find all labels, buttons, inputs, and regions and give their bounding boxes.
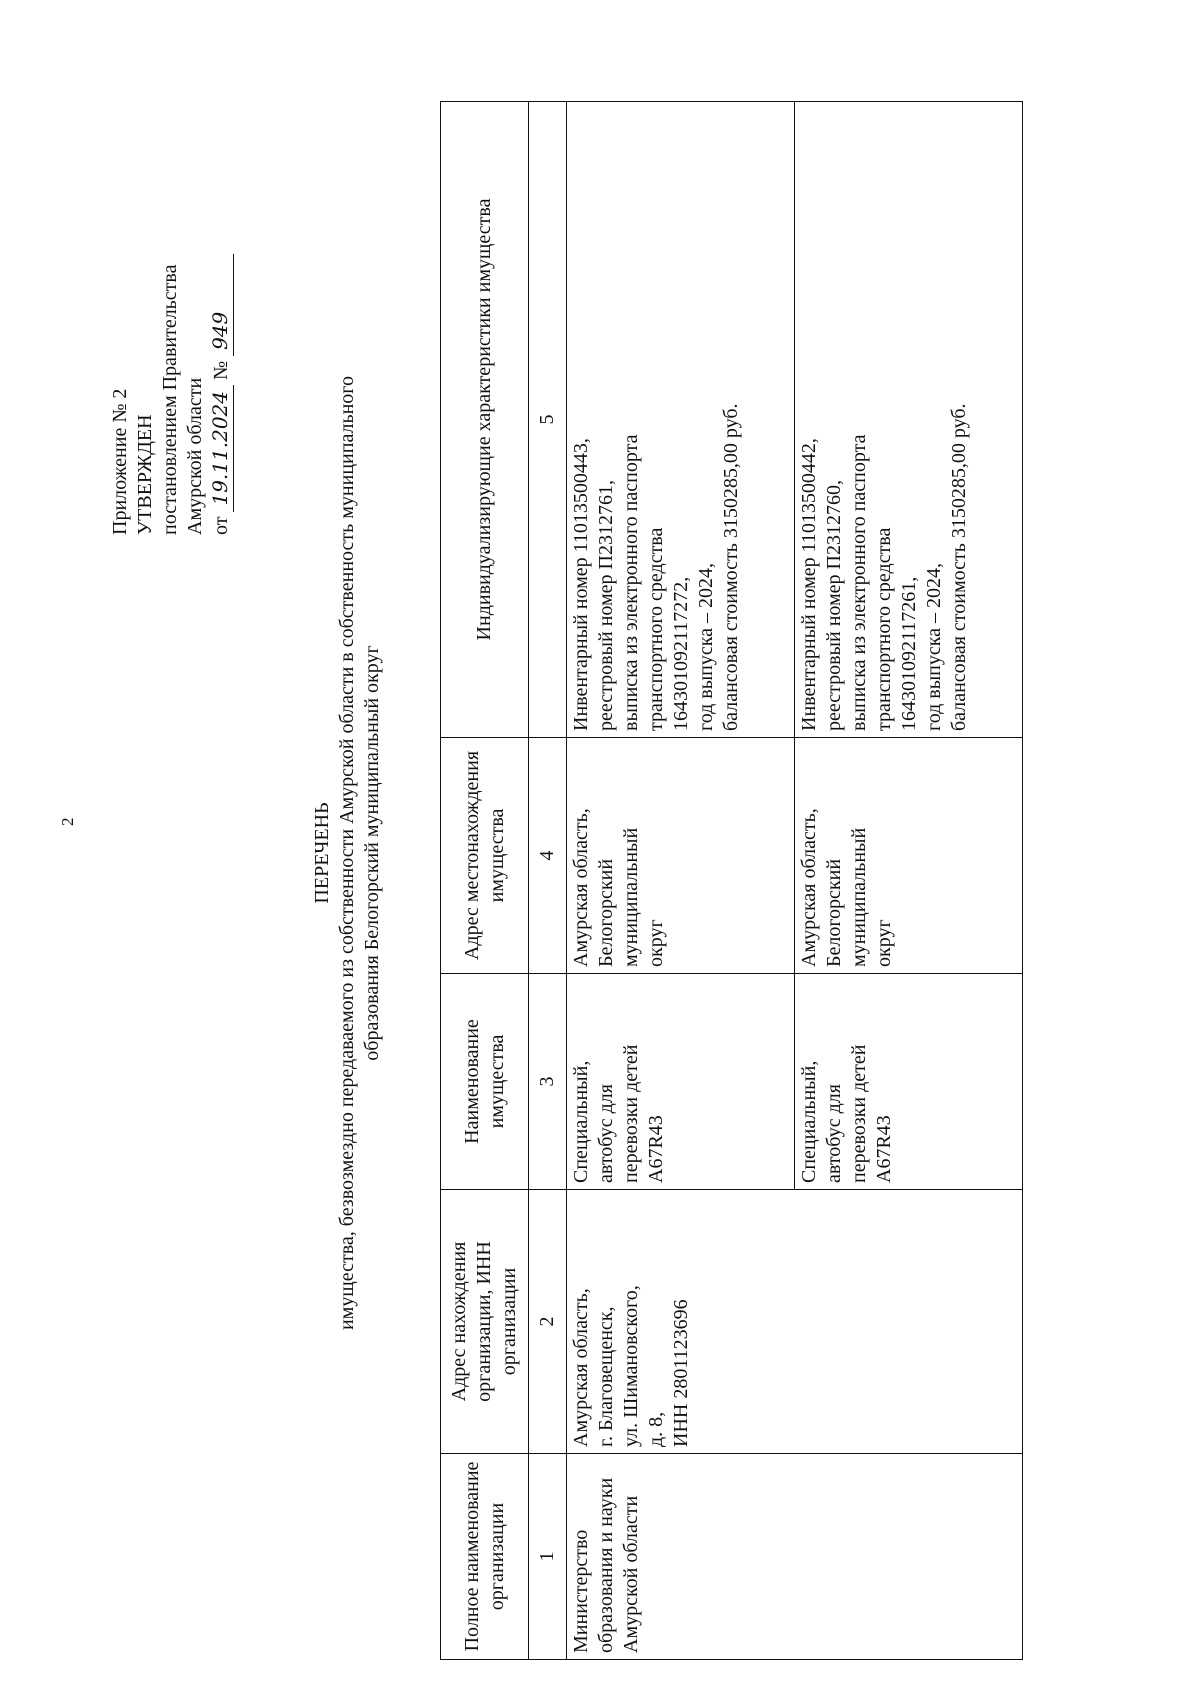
title-line-1: имущества, безвозмездно передаваемого из собственности Амурской области в собственность муниципального	[336, 375, 358, 1331]
cell-line: год выпуска – 2024,	[695, 562, 717, 731]
document-title	[310, 3, 385, 1703]
approval-line: Приложение № 2	[109, 388, 131, 535]
cell-line: 164301092117272,	[670, 576, 692, 731]
organization-address-cell	[567, 1190, 1023, 1454]
column-number: 5	[529, 102, 567, 738]
cell-line: А67R43	[645, 1115, 667, 1183]
cell-line: реестровый номер П2312761,	[595, 480, 617, 731]
cell-line: ИНН 2801123696	[670, 1299, 692, 1447]
cell-line: транспортного средства	[645, 527, 667, 731]
header-cell: Полное наименование организации	[441, 1454, 529, 1660]
cell-line: Инвентарный номер 11013500442,	[798, 438, 820, 731]
cell-line: А67R43	[873, 1115, 895, 1183]
organization-name-cell	[567, 1454, 1023, 1660]
table-row	[567, 102, 795, 1660]
cell-line: округ	[873, 919, 895, 967]
cell-line: 164301092117261,	[898, 576, 920, 731]
title-heading: ПЕРЕЧЕНЬ	[311, 802, 333, 904]
cell-line: Амурской области	[620, 1495, 642, 1653]
cell-line: перевозки детей	[620, 1044, 642, 1183]
cell-line: д. 8,	[645, 1411, 667, 1447]
header-cell: Адрес местонахождения имущества	[441, 738, 529, 974]
cell-line: Амурская область,	[798, 808, 820, 967]
column-number-row	[529, 102, 567, 1660]
property-name-cell	[795, 974, 1023, 1190]
cell-line: Министерство	[570, 1529, 592, 1653]
column-number: 3	[529, 974, 567, 1190]
from-prefix: от	[210, 516, 232, 535]
cell-line: ул. Шимановского,	[620, 1285, 642, 1447]
property-name-cell	[567, 974, 795, 1190]
cell-line: Белогорский	[823, 858, 845, 967]
header-cell: Адрес нахождения организации, ИНН организации	[441, 1190, 529, 1454]
property-address-cell	[795, 738, 1023, 974]
approval-line: постановлением Правительства	[159, 264, 181, 535]
approval-line: Амурской области	[184, 377, 206, 535]
characteristics-cell	[567, 102, 795, 738]
cell-line: Специальный,	[570, 1060, 592, 1183]
cell-line: муниципальный	[848, 827, 870, 967]
number-prefix: №	[210, 360, 232, 380]
property-table	[440, 101, 1023, 1660]
title-line-2: образования Белогорский муниципальный округ	[361, 645, 383, 1061]
cell-line: выписка из электронного паспорта	[620, 434, 642, 731]
column-number: 2	[529, 1190, 567, 1454]
column-number: 1	[529, 1454, 567, 1660]
header-cell: Индивидуализирующие характеристики имущества	[441, 102, 529, 738]
cell-line: автобус для	[823, 1084, 845, 1183]
header-row	[441, 102, 529, 1660]
page-number: 2	[58, 817, 77, 826]
cell-line: Белогорский	[595, 858, 617, 967]
cell-line: муниципальный	[620, 827, 642, 967]
cell-line: балансовая стоимость 3150285,00 руб.	[720, 403, 742, 731]
cell-line: балансовая стоимость 3150285,00 руб.	[948, 403, 970, 731]
cell-line: автобус для	[595, 1084, 617, 1183]
handwritten-date: 19.11.2024	[208, 385, 234, 512]
cell-line: реестровый номер П2312760,	[823, 480, 845, 731]
approval-date-line	[208, 254, 234, 535]
cell-line: округ	[645, 919, 667, 967]
cell-line: транспортного средства	[873, 527, 895, 731]
handwritten-number: 949	[208, 254, 234, 356]
cell-line: Амурская область,	[570, 1288, 592, 1447]
characteristics-cell	[795, 102, 1023, 738]
cell-line: г. Благовещенск,	[595, 1306, 617, 1447]
cell-line: выписка из электронного паспорта	[848, 434, 870, 731]
approval-line: УТВЕРЖДЕН	[134, 414, 156, 535]
header-cell: Наименование имущества	[441, 974, 529, 1190]
cell-line: Инвентарный номер 11013500443,	[570, 438, 592, 731]
cell-line: Амурская область,	[570, 808, 592, 967]
column-number: 4	[529, 738, 567, 974]
property-address-cell	[567, 738, 795, 974]
approval-block	[108, 254, 234, 535]
cell-line: год выпуска – 2024,	[923, 562, 945, 731]
cell-line: Специальный,	[798, 1060, 820, 1183]
cell-line: перевозки детей	[848, 1044, 870, 1183]
cell-line: образования и науки	[595, 1477, 617, 1653]
